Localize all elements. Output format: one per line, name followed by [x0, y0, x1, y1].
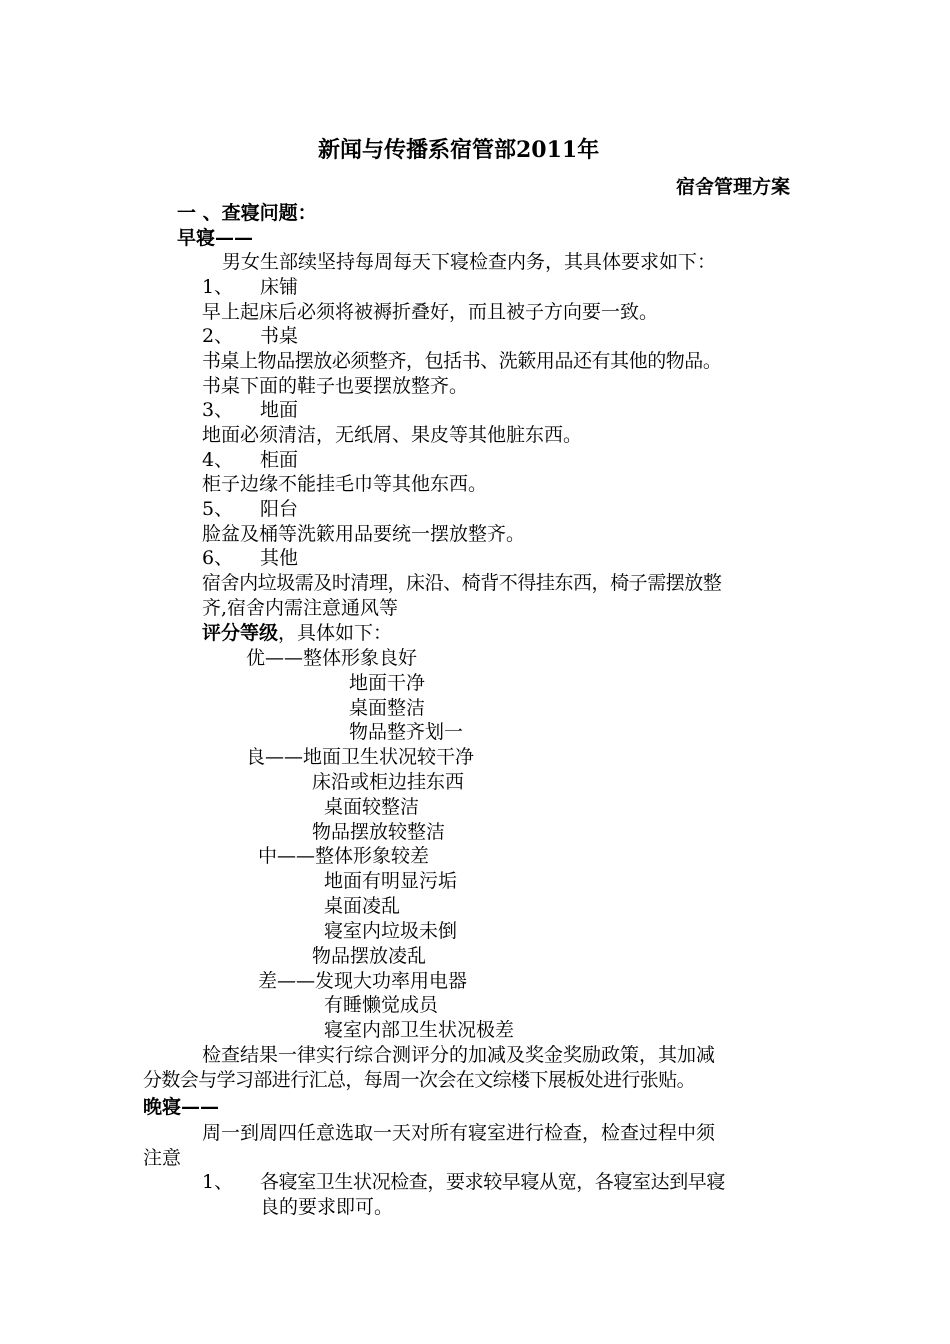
grade-criterion: 寝室内垃圾未倒	[324, 920, 458, 942]
item-title: 柜面	[260, 449, 299, 471]
grade-excellent: 优——整体形象良好	[246, 647, 418, 669]
item-title: 床铺	[260, 276, 299, 298]
section-heading: 一 、查寝问题：	[177, 202, 317, 224]
grade-poor: 差——发现大功率用电器	[258, 970, 468, 992]
grade-criterion: 物品摆放凌乱	[312, 945, 427, 967]
item-number: 3、	[202, 399, 234, 421]
item-number: 1、	[202, 1171, 234, 1193]
grade-criterion: 床沿或柜边挂东西	[312, 771, 465, 793]
item-description: 各寝室卫生状况检查，要求较早寝从宽，各寝室达到早寝	[260, 1171, 726, 1193]
item-number: 4、	[202, 449, 234, 471]
item-title: 书桌	[260, 325, 299, 347]
item-description: 柜子边缘不能挂毛巾等其他东西。	[202, 473, 488, 495]
item-description: 齐,宿舍内需注意通风等	[202, 597, 399, 619]
grade-criterion: 地面有明显污垢	[324, 870, 458, 892]
item-title: 阳台	[260, 498, 299, 520]
item-description: 宿舍内垃圾需及时清理，床沿、椅背不得挂东西，椅子需摆放整	[202, 572, 722, 594]
morning-heading: 早寝——	[177, 227, 254, 249]
item-description: 脸盆及桶等洗簌用品要统一摆放整齐。	[202, 523, 526, 545]
result-paragraph: 检查结果一律实行综合测评分的加减及奖金奖励政策，其加减	[202, 1044, 716, 1066]
item-description: 早上起床后必须将被褥折叠好，而且被子方向要一致。	[202, 301, 659, 323]
doc-title: 新闻与传播系宿管部2011年	[318, 137, 600, 163]
grade-good: 良——地面卫生状况较干净	[246, 746, 475, 768]
item-number: 2、	[202, 325, 234, 347]
grade-criterion: 地面干净	[349, 672, 426, 694]
item-number: 1、	[202, 276, 234, 298]
item-number: 5、	[202, 498, 234, 520]
item-description: 地面必须清洁，无纸屑、果皮等其他脏东西。	[202, 424, 583, 446]
evening-heading: 晚寝——	[143, 1096, 220, 1118]
result-paragraph: 分数会与学习部进行汇总，每周一次会在文综楼下展板处进行张贴。	[143, 1069, 696, 1091]
grading-line	[202, 621, 392, 645]
morning-intro: 男女生部续坚持每周每天下寝检查内务，其具体要求如下：	[222, 251, 717, 273]
item-description: 书桌上物品摆放必须整齐，包括书、洗簌用品还有其他的物品。	[202, 350, 722, 372]
grade-criterion: 寝室内部卫生状况极差	[324, 1019, 515, 1041]
doc-subtitle: 宿舍管理方案	[676, 176, 791, 198]
grade-criterion: 物品整齐划一	[349, 721, 464, 743]
grade-criterion: 物品摆放较整洁	[312, 821, 446, 843]
item-title: 地面	[260, 399, 299, 421]
grading-label-rest: ，具体如下：	[278, 622, 393, 644]
evening-intro: 周一到周四任意选取一天对所有寝室进行检查，检查过程中须	[202, 1122, 716, 1144]
grade-criterion: 桌面整洁	[349, 697, 426, 719]
item-description: 良的要求即可。	[260, 1196, 394, 1218]
grade-criterion: 桌面凌乱	[324, 895, 401, 917]
grading-label: 评分等级	[202, 622, 279, 644]
item-description: 书桌下面的鞋子也要摆放整齐。	[202, 375, 469, 397]
item-number: 6、	[202, 547, 234, 569]
grade-medium: 中——整体形象较差	[258, 845, 430, 867]
grade-criterion: 有睡懒觉成员	[324, 994, 439, 1016]
grade-criterion: 桌面较整洁	[324, 796, 420, 818]
evening-intro: 注意	[143, 1147, 182, 1169]
item-title: 其他	[260, 547, 299, 569]
